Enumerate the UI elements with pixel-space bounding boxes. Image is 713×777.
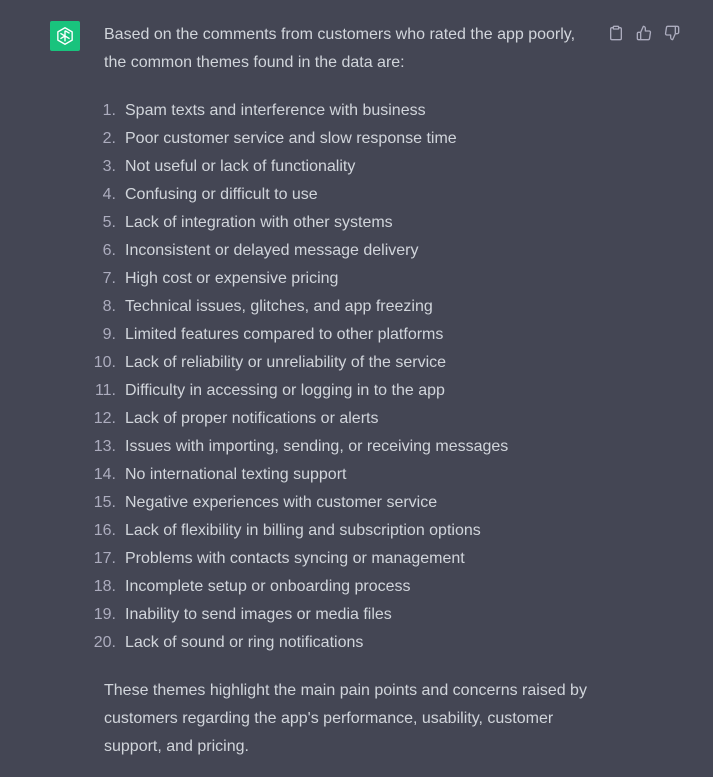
- list-item-number: 10.: [93, 354, 116, 371]
- list-item-text: Difficulty in accessing or logging in to the app: [125, 382, 445, 399]
- list-item: [93, 433, 594, 461]
- thumbs-up-icon: [636, 25, 652, 41]
- list-item: [104, 209, 594, 237]
- list-item-number: 13.: [93, 438, 116, 455]
- assistant-message: [93, 21, 594, 761]
- list-item-number: 12.: [93, 410, 116, 427]
- list-item-text: Poor customer service and slow response time: [125, 130, 457, 147]
- list-item: [93, 601, 594, 629]
- message-intro: Based on the comments from customers who rated the app poorly, the common themes found in the data are:: [104, 26, 576, 71]
- list-item-number: 4.: [102, 186, 116, 203]
- list-item-text: Lack of reliability or unreliability of the service: [125, 354, 447, 371]
- assistant-avatar: [50, 21, 80, 51]
- list-item-text: Issues with importing, sending, or receiving messages: [125, 438, 509, 455]
- list-item-text: Limited features compared to other platforms: [125, 326, 444, 343]
- list-item: [104, 237, 594, 265]
- list-item-number: 16.: [93, 522, 116, 539]
- list-item-number: 3.: [102, 158, 116, 175]
- list-item: [93, 489, 594, 517]
- thumbs-up-button[interactable]: [636, 24, 652, 42]
- list-item-text: Technical issues, glitches, and app freezing: [125, 298, 433, 315]
- list-item: [94, 377, 594, 405]
- list-item-text: Negative experiences with customer service: [125, 494, 438, 511]
- list-item-number: 20.: [93, 634, 116, 651]
- list-item: [104, 181, 594, 209]
- list-item: [93, 517, 594, 545]
- list-item-number: 17.: [93, 550, 116, 567]
- message-outro: These themes highlight the main pain points and concerns raised by customers regarding the app's performance, usability, customer support, and pricing.: [104, 682, 587, 755]
- list-item: [104, 97, 594, 125]
- thumbs-down-button[interactable]: [664, 24, 680, 42]
- list-item-text: Not useful or lack of functionality: [125, 158, 356, 175]
- list-item-number: 14.: [93, 466, 116, 483]
- list-item: [104, 153, 594, 181]
- clipboard-icon: [608, 25, 624, 41]
- list-item-number: 11.: [94, 382, 116, 399]
- list-item-number: 2.: [102, 130, 116, 147]
- list-item-text: Inability to send images or media files: [125, 606, 392, 623]
- list-item: [93, 629, 594, 657]
- message-actions: [608, 24, 680, 42]
- list-item-text: No international texting support: [125, 466, 347, 483]
- list-item-number: 8.: [102, 298, 116, 315]
- list-item-text: Spam texts and interference with business: [125, 102, 426, 119]
- list-item-number: 1.: [102, 102, 116, 119]
- list-item: [104, 293, 594, 321]
- list-item-number: 5.: [102, 214, 116, 231]
- list-item-text: Lack of integration with other systems: [125, 214, 393, 231]
- list-item-number: 7.: [102, 270, 116, 287]
- copy-button[interactable]: [608, 24, 624, 42]
- list-item: [104, 125, 594, 153]
- list-item: [93, 461, 594, 489]
- list-item-text: Confusing or difficult to use: [125, 186, 318, 203]
- list-item-text: Lack of flexibility in billing and subscription options: [125, 522, 481, 539]
- list-item-number: 18.: [93, 578, 116, 595]
- list-item-number: 9.: [102, 326, 116, 343]
- list-item-text: Lack of sound or ring notifications: [125, 634, 364, 651]
- openai-logo-icon: [54, 25, 76, 47]
- list-item-number: 19.: [93, 606, 116, 623]
- list-item: [104, 265, 594, 293]
- list-item-text: Lack of proper notifications or alerts: [125, 410, 379, 427]
- list-item: [104, 321, 594, 349]
- list-item: [93, 573, 594, 601]
- list-item-text: Inconsistent or delayed message delivery: [125, 242, 419, 259]
- list-item-text: High cost or expensive pricing: [125, 270, 339, 287]
- list-item-text: Problems with contacts syncing or management: [125, 550, 465, 567]
- themes-list: [93, 97, 594, 657]
- list-item: [93, 405, 594, 433]
- list-item: [93, 545, 594, 573]
- list-item-number: 6.: [102, 242, 116, 259]
- thumbs-down-icon: [664, 25, 680, 41]
- list-item-text: Incomplete setup or onboarding process: [125, 578, 411, 595]
- list-item-number: 15.: [93, 494, 116, 511]
- list-item: [93, 349, 594, 377]
